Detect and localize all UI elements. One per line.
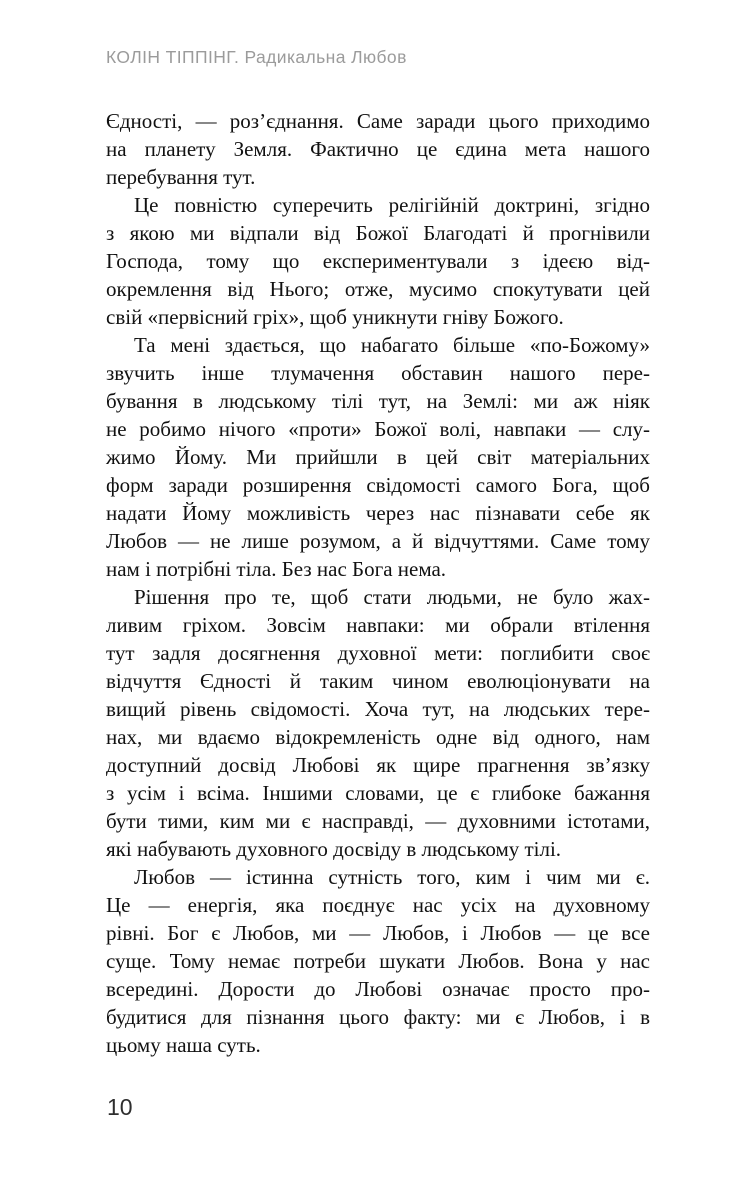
text-line: рівні. Бог є Любов, ми — Любов, і Любов — це все xyxy=(106,921,650,945)
text-line: звучить інше тлумачення обставин нашого пере- xyxy=(106,361,650,385)
text-line: які набувають духовного досвіду в людському тілі. xyxy=(106,837,562,861)
paragraph xyxy=(106,583,650,863)
text-line: форм заради розширення свідомості самого Бога, щоб xyxy=(106,473,650,497)
text-line: бути тими, ким ми є насправді, — духовними істотами, xyxy=(106,809,650,833)
body-text xyxy=(106,107,650,1059)
text-line: всередині. Дорости до Любові означає просто про- xyxy=(106,977,650,1001)
text-line: нам і потрібні тіла. Без нас Бога нема. xyxy=(106,557,447,581)
text-line: не робимо нічого «проти» Божої волі, навпаки — слу- xyxy=(106,417,650,441)
text-line: Та мені здається, що набагато більше «по-Божому» xyxy=(134,333,650,357)
text-line: Це повністю суперечить релігійній доктрині, згідно xyxy=(134,193,650,217)
text-line: на планету Земля. Фактично це єдина мета нашого xyxy=(106,137,650,161)
text-line: суще. Тому немає потреби шукати Любов. Вона у нас xyxy=(106,949,650,973)
text-line: ливим гріхом. Зовсім навпаки: ми обрали втілення xyxy=(106,613,650,637)
text-line: вищий рівень свідомості. Хоча тут, на людських тере- xyxy=(106,697,650,721)
text-line: тут задля досягнення духовної мети: поглибити своє xyxy=(106,641,650,665)
text-line: свій «первісний гріх», щоб уникнути гніву Божого. xyxy=(106,305,564,329)
text-line: нах, ми вдаємо відокремленість одне від одного, нам xyxy=(106,725,650,749)
text-line: з якою ми відпали від Божої Благодаті й прогнівили xyxy=(106,221,650,245)
paragraph xyxy=(106,107,650,191)
text-line: окремлення від Нього; отже, мусимо спокутувати цей xyxy=(106,277,650,301)
text-line: відчуття Єдності й таким чином еволюціонувати на xyxy=(106,669,650,693)
text-line: Рішення про те, щоб стати людьми, не було жах- xyxy=(134,585,650,609)
running-header-title: КОЛІН ТІППІНГ. Радикальна Любов xyxy=(106,47,407,67)
text-line: жимо Йому. Ми прийшли в цей світ матеріальних xyxy=(106,445,650,469)
text-line: цьому наша суть. xyxy=(106,1033,261,1057)
text-line: доступний досвід Любові як щире прагнення зв’язку xyxy=(106,753,650,777)
paragraph xyxy=(106,191,650,331)
text-line: Це — енергія, яка поєднує нас усіх на духовному xyxy=(106,893,650,917)
text-line: надати Йому можливість через нас пізнавати себе як xyxy=(106,501,650,525)
text-line: Єдності, — роз’єднання. Саме заради цього приходимо xyxy=(106,109,650,133)
text-line: Любов — не лише розумом, а й відчуттями. Саме тому xyxy=(106,529,650,553)
text-line: Любов — істинна сутність того, ким і чим ми є. xyxy=(134,865,650,889)
text-line: будитися для пізнання цього факту: ми є Любов, і в xyxy=(106,1005,650,1029)
text-line: бування в людському тілі тут, на Землі: ми аж ніяк xyxy=(106,389,650,413)
page-number: 10 xyxy=(107,1094,133,1120)
text-line: з усім і всіма. Іншими словами, це є глибоке бажання xyxy=(106,781,650,805)
paragraph xyxy=(106,863,650,1059)
text-line: перебування тут. xyxy=(106,165,256,189)
paragraph xyxy=(106,331,650,583)
text-line: Господа, тому що експериментували з ідеєю від- xyxy=(106,249,650,273)
